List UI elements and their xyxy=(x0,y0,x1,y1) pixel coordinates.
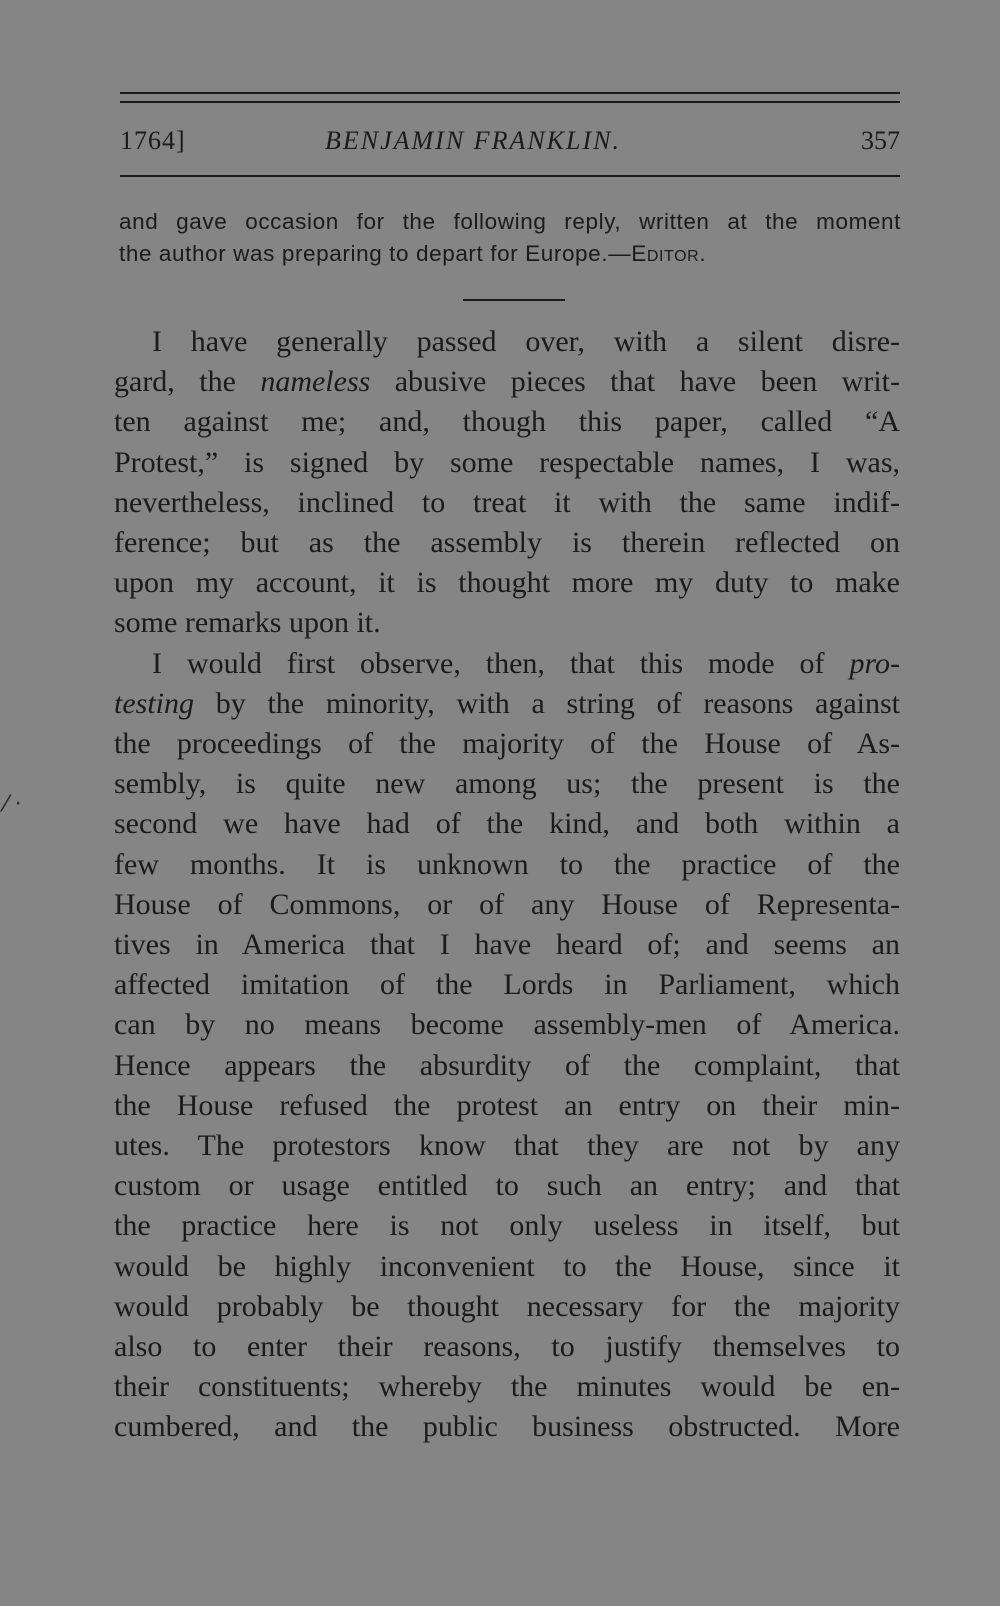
running-head xyxy=(120,126,900,166)
text-run: I would first observe, then, that this mode of xyxy=(152,646,825,680)
paragraph-2-line: utes. The protestors know that they are not by any xyxy=(114,1129,900,1163)
paragraph-1-line: upon my account, it is thought more my duty to make xyxy=(114,566,900,600)
paragraph-2-line: sembly, is quite new among us; the present is the xyxy=(114,767,900,801)
italic-word: nameless xyxy=(260,365,371,399)
paragraph-1-line: nevertheless, inclined to treat it with the same indif- xyxy=(114,485,900,519)
paragraph-2-line: their constituents; whereby the minutes would be en- xyxy=(114,1370,900,1404)
text-run: gard, the xyxy=(114,365,236,399)
paragraph-2-line xyxy=(114,644,900,684)
paragraph-2-line: also to enter their reasons, to justify themselves to xyxy=(114,1330,900,1364)
paragraph-2-line xyxy=(114,684,900,724)
paragraph-1-line xyxy=(114,362,900,402)
paragraph-2-line: the practice here is not only useless in itself, but xyxy=(114,1209,900,1243)
body-text xyxy=(114,322,900,1448)
editor-note-line: and gave occasion for the following reply, written at the moment xyxy=(119,209,901,234)
paragraph-1-line: Protest,” is signed by some respectable names, I was, xyxy=(114,445,900,479)
page-number: 357 xyxy=(861,126,900,155)
paragraph-2-line: would probably be thought necessary for the majority xyxy=(114,1289,900,1323)
italic-word: testing xyxy=(114,686,194,720)
paragraph-2-line: cumbered, and the public business obstructed. More xyxy=(114,1410,900,1444)
italic-word: pro- xyxy=(849,646,901,680)
header-rule-top xyxy=(120,92,900,94)
paragraph-2-line: tives in America that I have heard of; and seems an xyxy=(114,928,900,962)
paragraph-2-line: second we have had of the kind, and both within a xyxy=(114,807,900,841)
paragraph-2-line: would be highly inconvenient to the House, since it xyxy=(114,1249,900,1283)
editor-signature: Editor. xyxy=(631,241,707,266)
editor-note-text: the author was preparing to depart for Europe.— xyxy=(119,241,632,266)
paragraph-1-line: ference; but as the assembly is therein reflected on xyxy=(114,526,900,560)
editor-note-line xyxy=(119,238,901,270)
paragraph-2-line: few months. It is unknown to the practice of the xyxy=(114,847,900,881)
paragraph-2-line: the proceedings of the majority of the House of As- xyxy=(114,727,900,761)
paragraph-1-line: ten against me; and, though this paper, called “A xyxy=(114,405,900,439)
paragraph-2-line: can by no means become assembly-men of America. xyxy=(114,1008,900,1042)
paragraph-2-line: custom or usage entitled to such an entry; and that xyxy=(114,1169,900,1203)
paragraph-2-line: affected imitation of the Lords in Parliament, which xyxy=(114,968,900,1002)
text-run: abusive pieces that have been writ- xyxy=(394,365,900,399)
text-run: by the minority, with a string of reasons against xyxy=(215,686,900,720)
running-head-title: BENJAMIN FRANKLIN. xyxy=(325,126,621,155)
section-divider xyxy=(463,299,565,301)
paragraph-2-line: Hence appears the absurdity of the complaint, that xyxy=(114,1048,900,1082)
margin-mark-icon: ⁄ · xyxy=(4,792,22,817)
paragraph-2-line: House of Commons, or of any House of Representa- xyxy=(114,887,900,921)
editor-note xyxy=(119,206,901,270)
paragraph-2-line: the House refused the protest an entry on their min- xyxy=(114,1088,900,1122)
paragraph-1-line: I have generally passed over, with a silent disre- xyxy=(152,325,900,358)
running-head-year: 1764] xyxy=(120,126,186,155)
header-rule-second xyxy=(120,101,900,103)
paragraph-1-line: some remarks upon it. xyxy=(114,606,381,640)
header-rule-bottom xyxy=(120,175,900,177)
